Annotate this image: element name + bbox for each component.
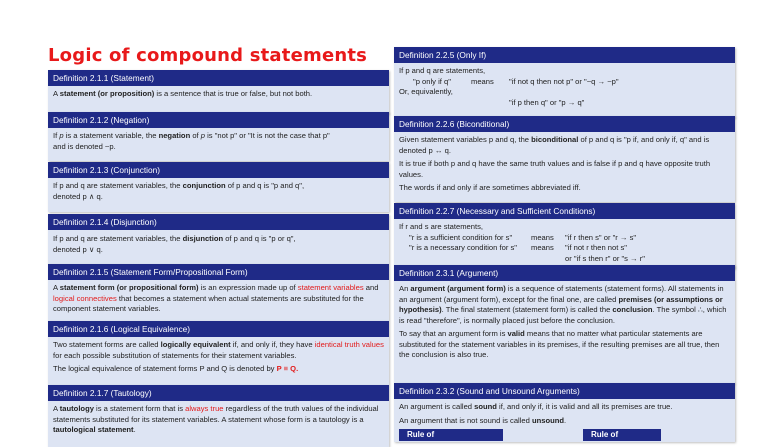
definition-body — [48, 178, 389, 212]
text: means — [471, 76, 494, 86]
table-header-cell: Rule of — [583, 429, 661, 441]
text: is a sentence that is true or false, but not both. — [154, 89, 313, 98]
definition-body — [394, 219, 735, 269]
definition-header: Definition 2.1.4 (Disjunction) — [48, 214, 389, 230]
definition-body — [48, 128, 389, 161]
text: If — [53, 131, 60, 140]
table-header-cell: Rule of — [399, 429, 503, 441]
definition-header: Definition 2.1.6 (Logical Equivalence) — [48, 321, 389, 337]
text: is an expression made up of — [198, 283, 298, 292]
text: Two statement forms are called — [53, 340, 161, 349]
highlight: identical truth values — [314, 340, 384, 349]
text: "r is a sufficient condition for s" — [409, 232, 513, 242]
text: denoted p ∧ q. — [53, 191, 103, 201]
definition-header: Definition 2.1.2 (Negation) — [48, 112, 389, 128]
definition-2-2-5 — [394, 47, 735, 118]
definition-body — [394, 63, 735, 118]
term: argument (argument form) — [410, 284, 506, 293]
definition-header: Definition 2.3.2 (Sound and Unsound Arguments) — [394, 383, 735, 399]
term: premises (or assumptions or hypothesis) — [399, 294, 723, 314]
text: . The symbol ∴, which is read "therefore", is normally placed just before the conclusion. — [399, 305, 727, 325]
text: and — [363, 283, 379, 292]
text: "if r then s" or "r → s" — [565, 232, 637, 242]
highlight: statement variables — [297, 283, 364, 292]
definition-2-1-5 — [48, 264, 389, 321]
term: disjunction — [182, 234, 224, 243]
definition-header: Definition 2.1.1 (Statement) — [48, 70, 389, 86]
term: conclusion — [612, 305, 653, 314]
text: Given statement variables p and q, the — [399, 135, 532, 144]
text: regardless of the truth values of the individual statements substituted for its statement variables. A statement whose form is a tautology is a — [53, 404, 379, 424]
definition-2-3-2 — [394, 383, 735, 442]
spacer — [503, 429, 583, 441]
text: of p and q is "p or q", — [223, 234, 296, 243]
definition-header: Definition 2.1.5 (Statement Form/Propositional Form) — [48, 264, 389, 280]
rules-table-header — [399, 429, 730, 441]
text: is "not p" or "It is not the case that p" — [205, 131, 330, 140]
definition-body — [48, 280, 389, 321]
text: of p and q is "p if, and only if, q" and is denoted p ↔ q. — [399, 135, 710, 155]
definition-2-1-1 — [48, 70, 389, 114]
text: The words if and only if are sometimes abbreviated iff. — [399, 183, 581, 192]
definition-2-1-4 — [48, 214, 389, 264]
highlight: always true — [185, 404, 224, 413]
text: . The final statement (statement form) is called the — [441, 305, 613, 314]
text: An argument is called — [399, 402, 475, 411]
definition-2-3-1 — [394, 265, 735, 384]
text: if, and only if, it is valid and all its premises are true. — [496, 402, 673, 411]
text: "if not r then not s" — [565, 243, 627, 252]
definition-2-1-3 — [48, 162, 389, 212]
highlight: logical connectives — [53, 293, 117, 303]
definition-body — [48, 86, 389, 114]
text-row — [399, 77, 730, 88]
text: "p only if q" — [413, 76, 451, 86]
text: if, and only if, they have — [230, 340, 315, 349]
text: is a statement variable, the — [63, 131, 159, 140]
definition-header: Definition 2.2.5 (Only If) — [394, 47, 735, 63]
definition-body — [48, 230, 389, 264]
highlight: P ≡ Q. — [276, 364, 299, 373]
text: is a statement form that is — [93, 404, 186, 413]
term: biconditional — [531, 135, 579, 144]
term: negation — [158, 131, 191, 140]
text: If r and s are statements, — [399, 222, 483, 231]
text: or "if s then r" or "s → r" — [565, 253, 645, 263]
term: valid — [507, 329, 525, 338]
text: "r is a necessary condition for s" — [409, 243, 517, 252]
text: for each possible substitution of statements for their statement variables. — [53, 350, 297, 360]
definition-body — [394, 281, 735, 384]
text: An — [399, 284, 411, 293]
text: To say that an argument form is — [399, 329, 508, 338]
text: that becomes a statement when actual statements are substituted for the component statement variables. — [53, 293, 364, 313]
term: logically equivalent — [160, 340, 231, 349]
definition-header: Definition 2.3.1 (Argument) — [394, 265, 735, 281]
term: statement (or proposition) — [59, 89, 155, 98]
text-row — [399, 243, 730, 254]
definition-header: Definition 2.2.6 (Biconditional) — [394, 116, 735, 132]
text: means — [531, 232, 554, 242]
text: A — [53, 89, 60, 98]
text: . — [133, 425, 136, 434]
text: If p and q are statement variables, the — [53, 181, 183, 190]
text: is a sequence of statements (statement forms). All statements in an argument (argument form), except for the final one, are called — [399, 284, 724, 304]
definition-2-1-7 — [48, 385, 389, 447]
term: statement form (or propositional form) — [59, 283, 199, 292]
text: denoted p ∨ q. — [53, 244, 103, 254]
var: p — [200, 131, 205, 140]
text: A — [53, 404, 60, 413]
page-title: Logic of compound statements — [48, 45, 368, 66]
definition-body — [48, 401, 389, 447]
term: tautology — [59, 404, 94, 413]
text: means — [531, 243, 554, 252]
definition-header: Definition 2.1.7 (Tautology) — [48, 385, 389, 401]
text: A — [53, 283, 60, 292]
term: conjunction — [182, 181, 226, 190]
definition-header: Definition 2.2.7 (Necessary and Sufficient Conditions) — [394, 203, 735, 219]
term: tautological statement — [53, 425, 134, 434]
text: It is true if both p and q have the same truth values and is false if p and q have opposite truth values. — [399, 159, 711, 179]
text: If p and q are statement variables, the — [53, 234, 183, 243]
definition-body — [394, 132, 735, 202]
term: unsound — [531, 415, 565, 425]
term: sound — [474, 402, 497, 411]
text: "if not q then not p" or "~q → ~p" — [509, 76, 619, 86]
text: Or, equivalently, — [399, 87, 453, 96]
text: The logical equivalence of statement forms P and Q is denoted by — [53, 364, 277, 373]
text-row — [399, 233, 730, 244]
definition-2-1-6 — [48, 321, 389, 385]
text: of — [190, 131, 201, 140]
text: means that no matter what particular statements are substituted for the statement variables in its premises, if the resulting premises are all true, then the conclusion is also true. — [399, 329, 720, 359]
definition-header: Definition 2.1.3 (Conjunction) — [48, 162, 389, 178]
definition-body — [48, 337, 389, 385]
var: p — [59, 131, 64, 140]
text: and is denoted ~p. — [53, 141, 116, 151]
text: . — [564, 415, 567, 425]
definition-2-2-7 — [394, 203, 735, 269]
definition-body — [394, 399, 735, 442]
text: An argument that is not sound is called — [399, 415, 532, 425]
text: of p and q is "p and q", — [225, 181, 305, 190]
definition-2-1-2 — [48, 112, 389, 161]
definition-2-2-6 — [394, 116, 735, 202]
text: If p and q are statements, — [399, 66, 486, 75]
text: "if p then q" or "p → q" — [509, 97, 585, 107]
